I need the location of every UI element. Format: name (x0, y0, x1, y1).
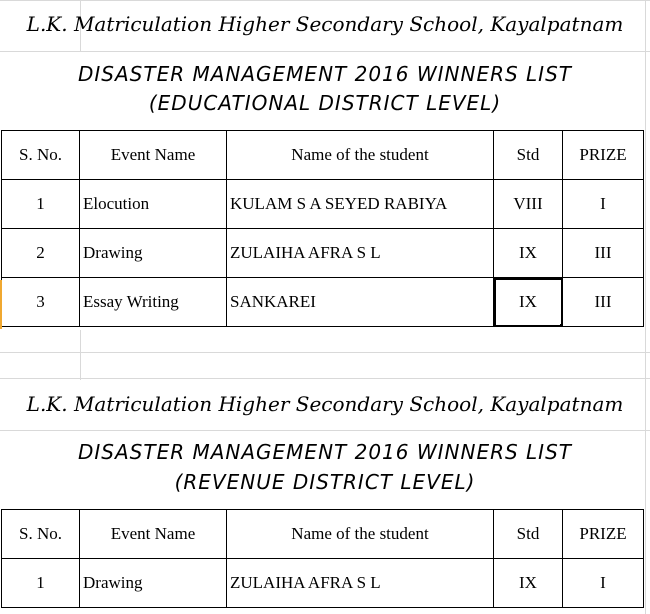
cell-event[interactable]: Essay Writing (80, 278, 227, 327)
cell-name[interactable]: ZULAIHA AFRA S L (227, 229, 494, 278)
active-row-marker (0, 280, 2, 329)
cell-name[interactable]: ZULAIHA AFRA S L (227, 559, 494, 608)
cell-prize[interactable]: III (563, 278, 644, 327)
table-row (2, 229, 644, 278)
cell-sno[interactable]: 3 (2, 278, 80, 327)
school-name: L.K. Matriculation Higher Secondary School, Kayalpatnam (26, 12, 624, 36)
gridline (0, 430, 650, 431)
cell-std[interactable]: VIII (494, 180, 563, 229)
cell-event[interactable]: Drawing (80, 559, 227, 608)
gridline (0, 51, 650, 52)
cell-prize[interactable]: I (563, 559, 644, 608)
list-subtitle: (REVENUE DISTRICT LEVEL) (174, 470, 476, 494)
header-row (2, 510, 644, 559)
gridline (0, 0, 650, 1)
cell-event[interactable]: Drawing (80, 229, 227, 278)
cell-prize[interactable]: III (563, 229, 644, 278)
cell-std[interactable]: IX (494, 229, 563, 278)
header-event[interactable]: Event Name (80, 510, 227, 559)
header-std[interactable]: Std (494, 131, 563, 180)
header-event[interactable]: Event Name (80, 131, 227, 180)
gridline (0, 352, 650, 353)
cell-sno[interactable]: 1 (2, 180, 80, 229)
header-name[interactable]: Name of the student (227, 131, 494, 180)
header-sno[interactable]: S. No. (2, 510, 80, 559)
gridline (0, 378, 650, 379)
table-row (2, 278, 644, 327)
table-row (2, 559, 644, 608)
cell-sno[interactable]: 1 (2, 559, 80, 608)
table-row (2, 180, 644, 229)
selected-cell-std[interactable] (494, 278, 563, 327)
fill-handle[interactable] (560, 324, 563, 327)
header-sno[interactable]: S. No. (2, 131, 80, 180)
cell-name[interactable]: KULAM S A SEYED RABIYA (227, 180, 494, 229)
gridline (80, 330, 81, 380)
school-name: L.K. Matriculation Higher Secondary School, Kayalpatnam (26, 392, 624, 416)
cell-sno[interactable]: 2 (2, 229, 80, 278)
cell-prize[interactable]: I (563, 180, 644, 229)
header-name[interactable]: Name of the student (227, 510, 494, 559)
header-row (2, 131, 644, 180)
header-prize[interactable]: PRIZE (563, 510, 644, 559)
winners-table-educational (1, 130, 644, 327)
cell-name[interactable]: SANKAREI (227, 278, 494, 327)
list-title: DISASTER MANAGEMENT 2016 WINNERS LIST (77, 440, 572, 464)
list-title: DISASTER MANAGEMENT 2016 WINNERS LIST (77, 62, 572, 86)
cell-std-value: IX (519, 292, 537, 311)
winners-table-revenue (1, 509, 644, 608)
cell-event[interactable]: Elocution (80, 180, 227, 229)
cell-std[interactable]: IX (494, 559, 563, 608)
header-std[interactable]: Std (494, 510, 563, 559)
header-prize[interactable]: PRIZE (563, 131, 644, 180)
list-subtitle: (EDUCATIONAL DISTRICT LEVEL) (148, 91, 502, 115)
